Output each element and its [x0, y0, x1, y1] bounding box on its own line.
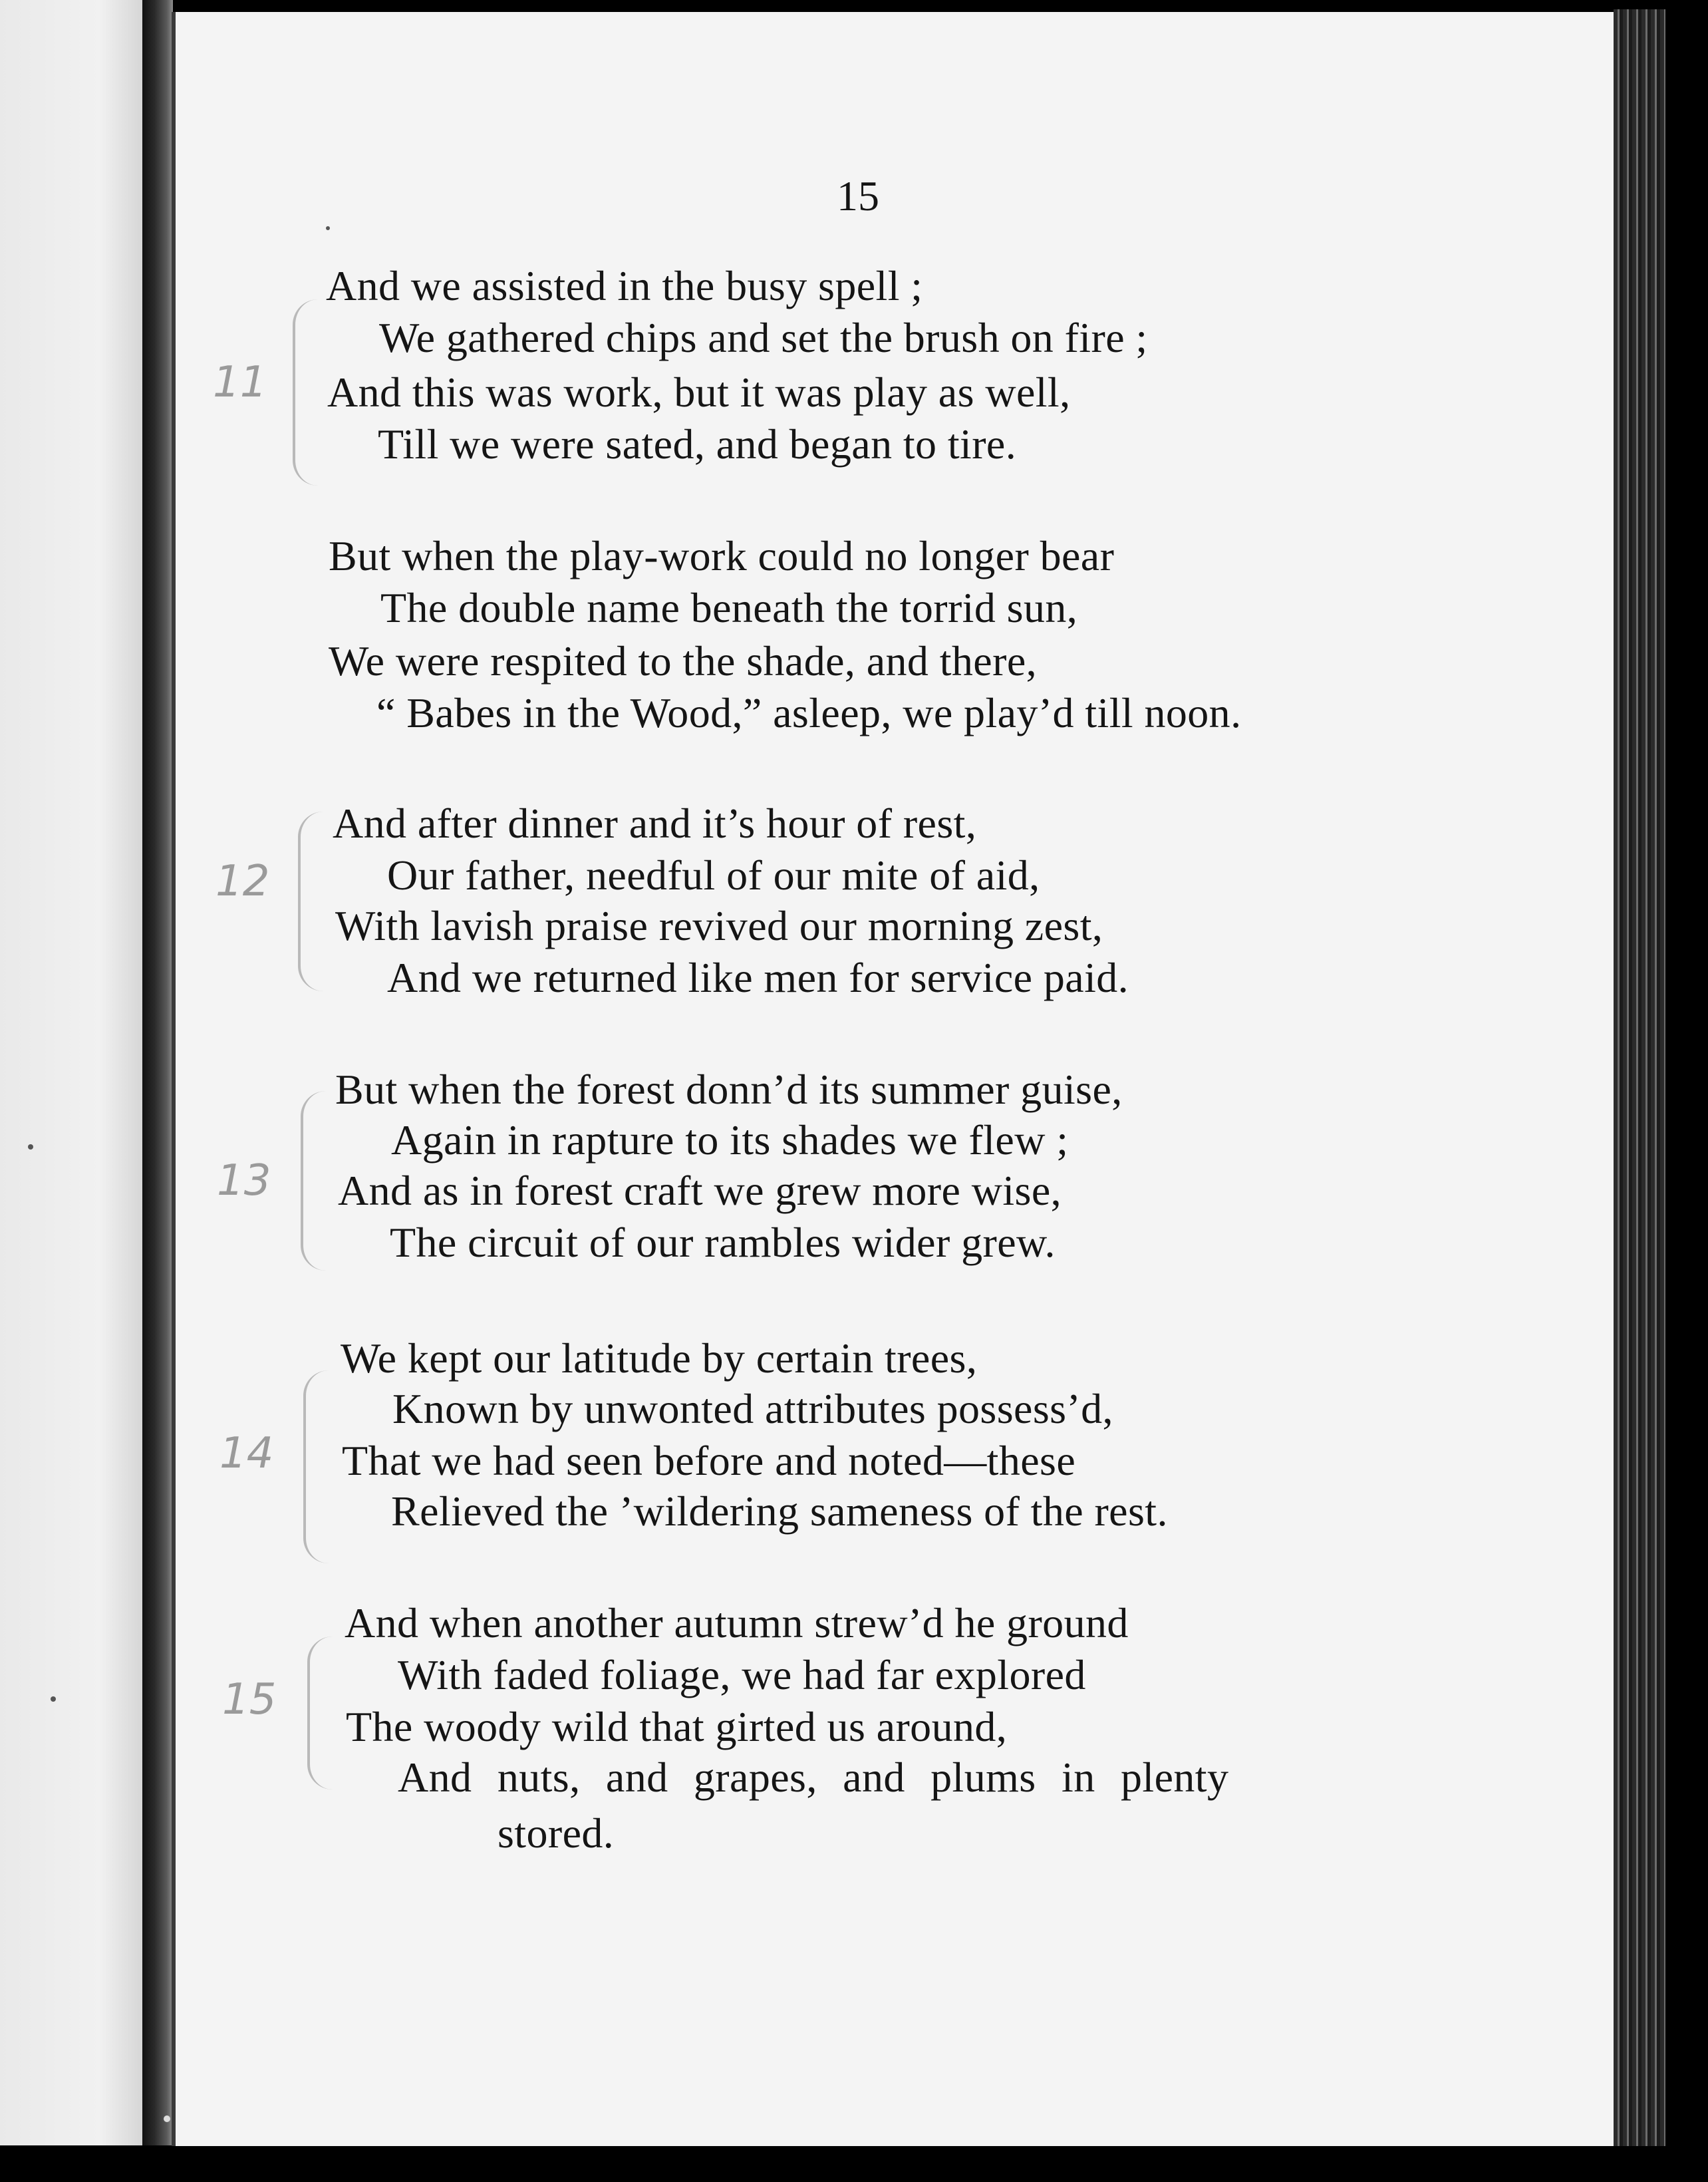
scan-border-bottom — [0, 2146, 1708, 2182]
left-page-edge — [0, 0, 142, 2145]
book-gutter — [142, 0, 173, 2145]
margin-bracket — [293, 299, 318, 486]
scan-border-right — [1665, 0, 1708, 2182]
poem-line: And this was work, but it was play as well, — [327, 369, 1071, 416]
poem-line: Till we were sated, and began to tire. — [378, 420, 1017, 468]
margin-note: 13 — [217, 1156, 271, 1205]
poem-line: The double name beneath the torrid sun, — [380, 584, 1078, 631]
margin-note: 12 — [215, 857, 270, 906]
poem-line: But when the forest donn’d its summer guise, — [335, 1066, 1123, 1113]
margin-note: 11 — [213, 358, 267, 407]
poem-line: We kept our latitude by certain trees, — [341, 1334, 978, 1382]
poem-line: Again in rapture to its shades we flew ; — [391, 1116, 1069, 1164]
poem-line: That we had seen before and noted—these — [342, 1437, 1076, 1484]
poem-line: We gathered chips and set the brush on fire ; — [379, 314, 1148, 361]
poem-line: And as in forest craft we grew more wise, — [338, 1167, 1062, 1214]
scan-speck — [51, 1696, 56, 1702]
poem-line: We were respited to the shade, and there, — [329, 637, 1038, 685]
poem-line: And when another autumn strew’d he ground — [345, 1599, 1129, 1646]
margin-bracket — [298, 812, 323, 991]
poem-line: With faded foliage, we had far explored — [398, 1651, 1086, 1698]
scan-speck — [28, 1144, 33, 1150]
poem-line: And we assisted in the busy spell ; — [326, 262, 923, 309]
scan-speck — [326, 226, 330, 230]
page-number: 15 — [837, 172, 879, 220]
poem-line: And nuts, and grapes, and plums in plenty — [398, 1754, 1229, 1801]
scan-speck — [164, 2115, 170, 2122]
poem-line: But when the play-work could no longer bear — [329, 532, 1115, 579]
margin-note: 14 — [219, 1429, 274, 1478]
page-edges — [1614, 9, 1665, 2146]
poem-line: And after dinner and it’s hour of rest, — [333, 800, 977, 847]
margin-bracket — [307, 1636, 333, 1790]
margin-bracket — [303, 1370, 329, 1563]
poem-line: The circuit of our rambles wider grew. — [390, 1219, 1056, 1266]
poem-line: “ Babes in the Wood,” asleep, we play’d till noon. — [376, 689, 1242, 736]
poem-line: And we returned like men for service paid. — [387, 954, 1129, 1001]
poem-line: Relieved the ’wildering sameness of the rest. — [391, 1487, 1168, 1535]
poem-line: Our father, needful of our mite of aid, — [387, 852, 1040, 899]
poem-line: The woody wild that girted us around, — [346, 1703, 1008, 1750]
margin-bracket — [301, 1091, 326, 1271]
poem-line: With lavish praise revived our morning zest, — [335, 902, 1103, 949]
margin-note: 15 — [222, 1675, 277, 1724]
poem-line: stored. — [498, 1809, 615, 1857]
poem-line: Known by unwonted attributes possess’d, — [392, 1385, 1113, 1432]
